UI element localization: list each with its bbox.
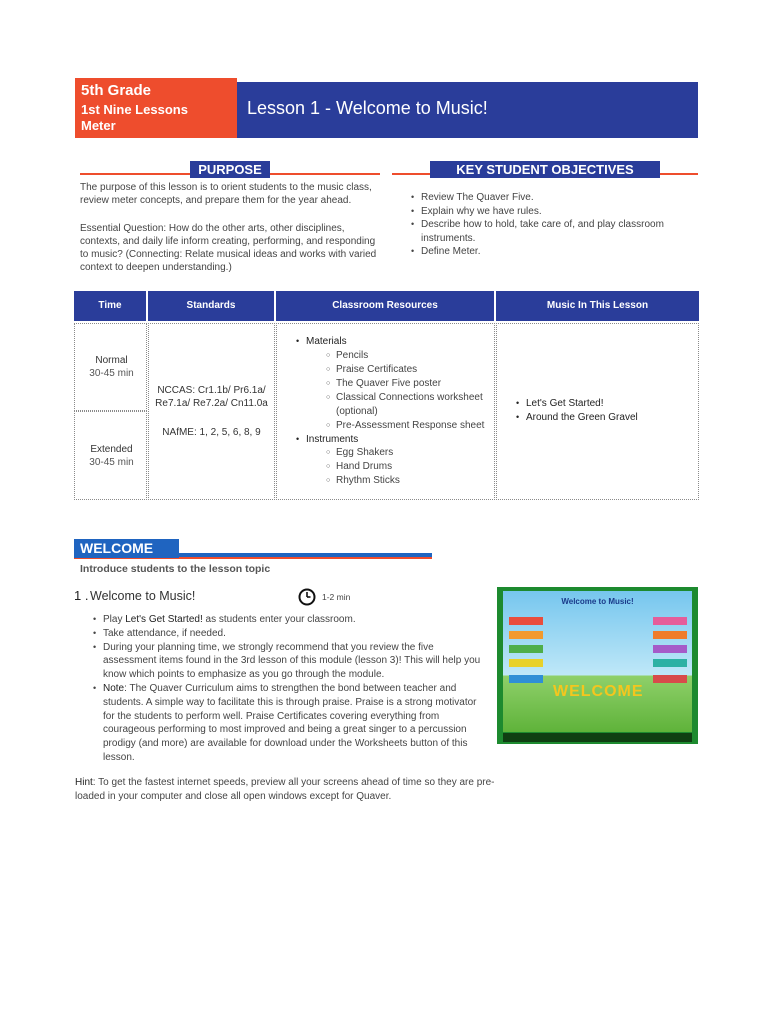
topic-label: Meter: [81, 118, 116, 133]
menu-tab: [653, 659, 687, 667]
objective-item: • Explain why we have rules.: [411, 205, 696, 219]
menu-tab: [509, 617, 543, 625]
nafme-standards: NAfME: 1, 2, 5, 6, 8, 9: [162, 427, 261, 438]
purpose-heading: PURPOSE: [190, 161, 270, 178]
extended-time: 30-45 min: [89, 457, 134, 468]
menu-tab: [509, 659, 543, 667]
step-title: Welcome to Music!: [90, 589, 196, 603]
bullet-text: as students enter your classroom.: [202, 614, 356, 625]
normal-time: 30-45 min: [89, 368, 134, 379]
instrument-item: ○ Rhythm Sticks: [296, 474, 496, 488]
step-bullet: [93, 641, 485, 682]
header-grade-block: [75, 78, 237, 138]
thumbnail-scene: [503, 591, 692, 732]
thumbnail-banner: WELCOME: [553, 683, 644, 700]
bullet-text: : The Quaver Curriculum aims to strengthen the bond between teacher and students. A simple way to facilitate this is through praise. Praise is a strong motivator for the students to perform well. Praise Certificates covering everything from courageous performing to most improved and being a great singer to a percussion prodigy (and more) are available for download under the Worksheets button of this lesson.: [103, 682, 477, 763]
step-number: 1 .: [74, 588, 89, 603]
resources-list: [296, 335, 496, 488]
material-item: ○ Classical Connections worksheet (optional): [296, 391, 501, 419]
material-item: ○ The Quaver Five poster: [296, 377, 496, 391]
purpose-text: The purpose of this lesson is to orient students to the music class, review meter concepts, and prepare them for the year ahead.: [80, 182, 372, 206]
lessons-label: 1st Nine Lessons: [81, 102, 188, 117]
hint-paragraph: [75, 776, 495, 804]
bullet-text: During your planning time, we strongly recommend that you review the five assessment items found in the 3rd lesson of this module (lesson 3)! This will help you know which points to emphasize as you go through the module.: [103, 641, 481, 681]
instruments-label: • Instruments: [296, 433, 496, 447]
objective-item: • Define Meter.: [411, 245, 696, 259]
thumbnail-title: Welcome to Music!: [561, 597, 634, 606]
essential-question: Essential Question: How do the other arts, other disciplines, contexts, and daily life inform creating, performing, and responding to music? (Connecting: Relate musical ideas and works with varied context to deepen understanding.): [80, 223, 377, 273]
col-header-standards: Standards: [148, 291, 274, 321]
grade-label: 5th Grade: [81, 82, 152, 99]
lesson-title: Lesson 1 - Welcome to Music!: [247, 98, 488, 118]
music-list: [516, 397, 706, 424]
welcome-intro: Introduce students to the lesson topic: [80, 563, 271, 575]
time-normal-cell: [74, 323, 147, 411]
instrument-item: ○ Egg Shakers: [296, 446, 496, 460]
objective-item: • Review The Quaver Five.: [411, 191, 696, 205]
music-item[interactable]: • Let's Get Started!: [516, 397, 706, 411]
col-header-music: Music In This Lesson: [496, 291, 699, 321]
lesson-table: [74, 291, 699, 500]
menu-tab: [653, 631, 687, 639]
welcome-screen-thumbnail[interactable]: [497, 587, 698, 744]
hint-label: Hint: [75, 777, 93, 788]
music-item[interactable]: • Around the Green Gravel: [516, 411, 706, 425]
song-link[interactable]: Let's Get Started!: [125, 614, 203, 625]
bullet-text: Take attendance, if needed.: [103, 627, 226, 639]
bullet-text: Play: [103, 614, 126, 625]
note-label: Note: [103, 682, 125, 694]
step-bullet: [93, 627, 485, 641]
objective-item: • Describe how to hold, take care of, and play classroom instruments.: [411, 218, 696, 245]
nccas-standards: NCCAS: Cr1.1b/ Pr6.1a/ Re7.1a/ Re7.2a/ Cn11.0a: [155, 385, 268, 409]
welcome-heading: WELCOME: [74, 539, 179, 558]
extended-label: Extended: [90, 444, 133, 455]
menu-tab: [509, 631, 543, 639]
step-bullet: [93, 682, 485, 765]
menu-tab: [509, 645, 543, 653]
instrument-item: ○ Hand Drums: [296, 460, 496, 474]
materials-label: • Materials: [296, 335, 496, 349]
clock-icon: [298, 588, 316, 606]
menu-tab: [653, 645, 687, 653]
material-item: ○ Pencils: [296, 349, 496, 363]
time-extended-cell: [74, 411, 147, 500]
standards-cell: [148, 323, 275, 500]
normal-label: Normal: [95, 355, 128, 366]
objectives-heading: KEY STUDENT OBJECTIVES: [430, 161, 660, 178]
menu-tab: [653, 617, 687, 625]
objectives-list: [411, 191, 696, 259]
menu-tab: [653, 675, 687, 683]
material-item: ○ Pre-Assessment Response sheet: [296, 419, 496, 433]
header-title-block: [237, 82, 698, 138]
material-item: ○ Praise Certificates: [296, 363, 496, 377]
thumbnail-toolbar: [503, 733, 692, 742]
step-time: 1-2 min: [322, 592, 351, 602]
hint-text: : To get the fastest internet speeds, preview all your screens ahead of time so they are pre-loaded in your computer and close all open windows except for Quaver.: [75, 777, 495, 802]
menu-tab: [509, 675, 543, 683]
step-bullets: [93, 613, 485, 765]
step-bullet: [93, 613, 485, 627]
col-header-time: Time: [74, 291, 146, 321]
col-header-resources: Classroom Resources: [276, 291, 494, 321]
